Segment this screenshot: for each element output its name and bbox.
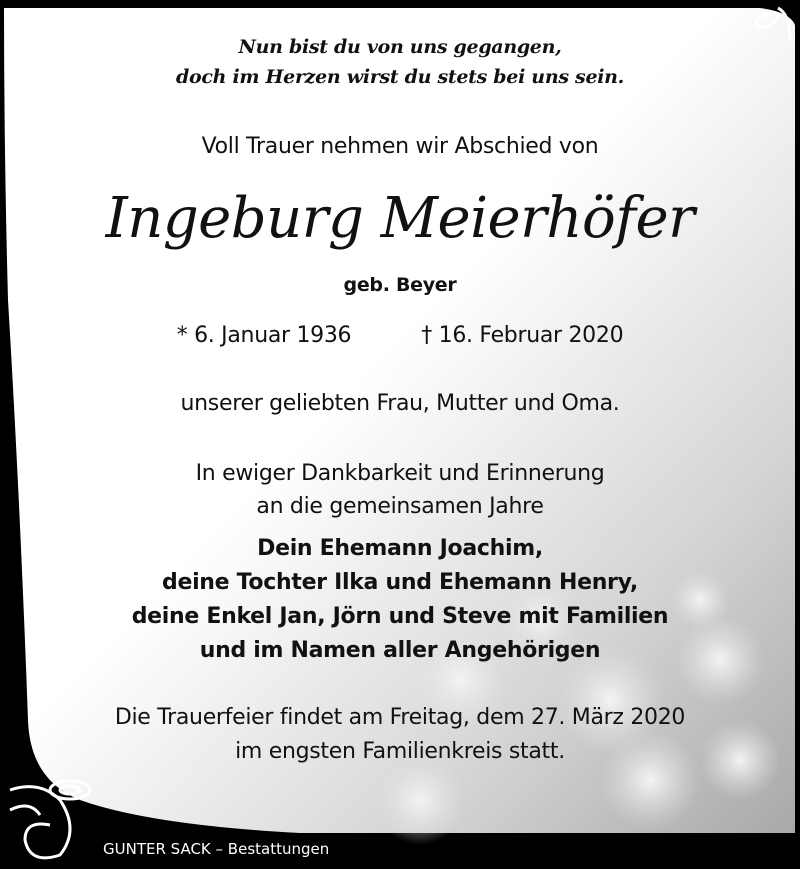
mourner-line-1: Dein Ehemann Joachim, (257, 536, 543, 561)
relation-text: unserer geliebten Frau, Mutter und Oma. (180, 391, 620, 416)
funeral-line-1: Die Trauerfeier findet am Freitag, dem 27. März 2020 (114, 705, 686, 730)
deceased-name: Ingeburg Meierhöfer (105, 186, 695, 251)
gratitude-line-2: an die gemeinsamen Jahre (256, 494, 544, 519)
mourner-line-4: und im Namen aller Angehörigen (199, 638, 601, 663)
intro-text: Voll Trauer nehmen wir Abschied von (201, 134, 599, 159)
funeral-line-2: im engsten Familienkreis statt. (235, 739, 565, 764)
verse-line-2: doch im Herzen wirst du stets bei uns sein. (176, 66, 624, 88)
birth-date: * 6. Januar 1936 (176, 323, 352, 348)
mourner-line-2: deine Tochter Ilka und Ehemann Henry, (162, 570, 638, 595)
verse-line-1: Nun bist du von uns gegangen, (238, 36, 562, 58)
maiden-name: geb. Beyer (343, 274, 457, 296)
funeral-home-footer: GUNTER SACK – Bestattungen (103, 840, 330, 858)
mourner-line-3: deine Enkel Jan, Jörn und Steve mit Familien (131, 604, 669, 629)
gratitude-line-1: In ewiger Dankbarkeit und Erinnerung (195, 461, 605, 486)
death-date: † 16. Februar 2020 (421, 323, 624, 348)
life-dates (0, 323, 800, 348)
